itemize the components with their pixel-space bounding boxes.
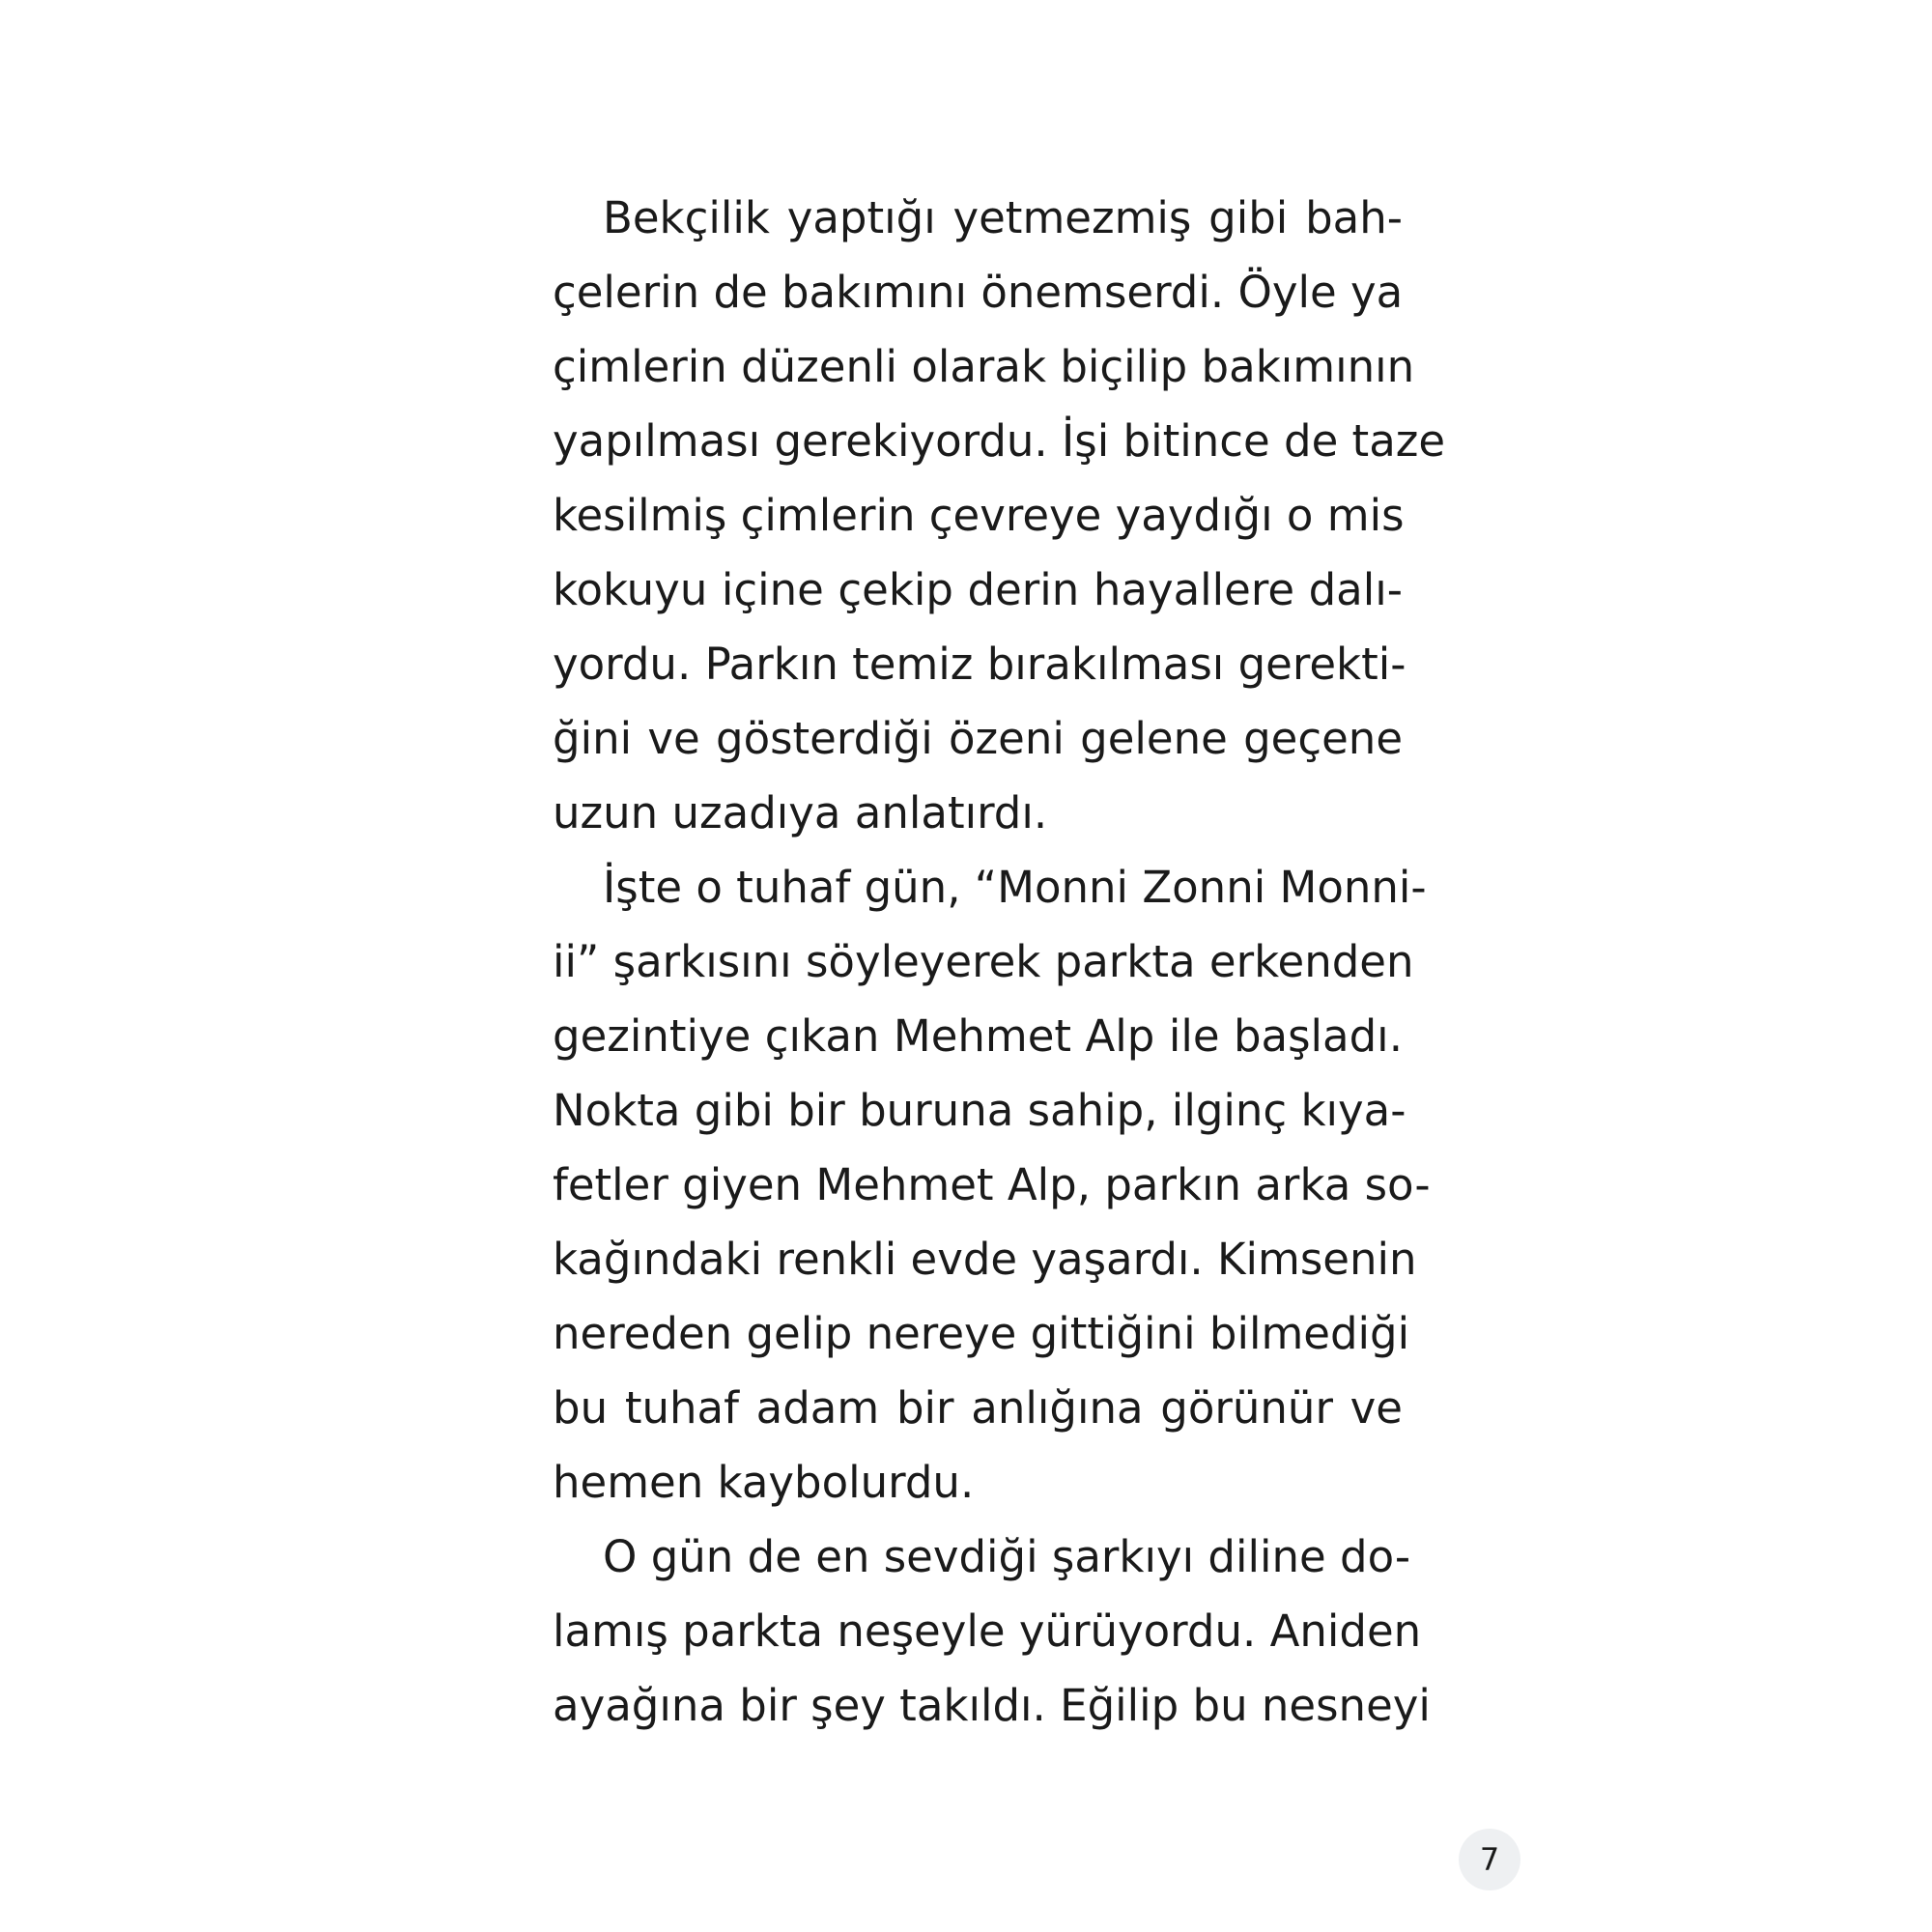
- text-line: ğini ve gösterdiği özeni gelene geçene: [553, 713, 1403, 764]
- text-line: İşte o tuhaf gün, “Monni Zonni Monni-: [603, 862, 1427, 913]
- text-line: nereden gelip nereye gittiğini bilmediği: [553, 1308, 1410, 1359]
- text-line: fetler giyen Mehmet Alp, parkın arka so-: [553, 1159, 1431, 1210]
- text-line: lamış parkta neşeyle yürüyordu. Aniden: [553, 1605, 1422, 1657]
- text-line: ii” şarkısını söyleyerek parkta erkenden: [553, 936, 1414, 987]
- body-text: [553, 181, 1446, 1743]
- text-line: ayağına bir şey takıldı. Eğilip bu nesneyi: [553, 1680, 1431, 1731]
- text-line: gezintiye çıkan Mehmet Alp ile başladı.: [553, 1010, 1403, 1062]
- text-line: hemen kaybolurdu.: [553, 1457, 975, 1508]
- text-line: yapılması gerekiyordu. İşi bitince de taze: [553, 415, 1446, 467]
- text-line: kokuyu içine çekip derin hayallere dalı-: [553, 564, 1403, 615]
- text-line: yordu. Parkın temiz bırakılması gerekti-: [553, 639, 1406, 690]
- text-line: kağındaki renkli evde yaşardı. Kimsenin: [553, 1234, 1417, 1285]
- text-line: uzun uzadıya anlatırdı.: [553, 787, 1048, 838]
- text-line: O gün de en sevdiği şarkıyı diline do-: [603, 1531, 1411, 1582]
- text-line: çelerin de bakımını önemserdi. Öyle ya: [553, 267, 1404, 318]
- text-line: kesilmiş çimlerin çevreye yaydığı o mis: [553, 490, 1405, 541]
- text-line: çimlerin düzenli olarak biçilip bakımının: [553, 341, 1415, 392]
- page-number: 7: [1459, 1829, 1520, 1890]
- text-line: Nokta gibi bir buruna sahip, ilginç kıya-: [553, 1085, 1406, 1136]
- text-line: Bekçilik yaptığı yetmezmiş gibi bah-: [603, 192, 1403, 243]
- text-line: bu tuhaf adam bir anlığına görünür ve: [553, 1382, 1403, 1434]
